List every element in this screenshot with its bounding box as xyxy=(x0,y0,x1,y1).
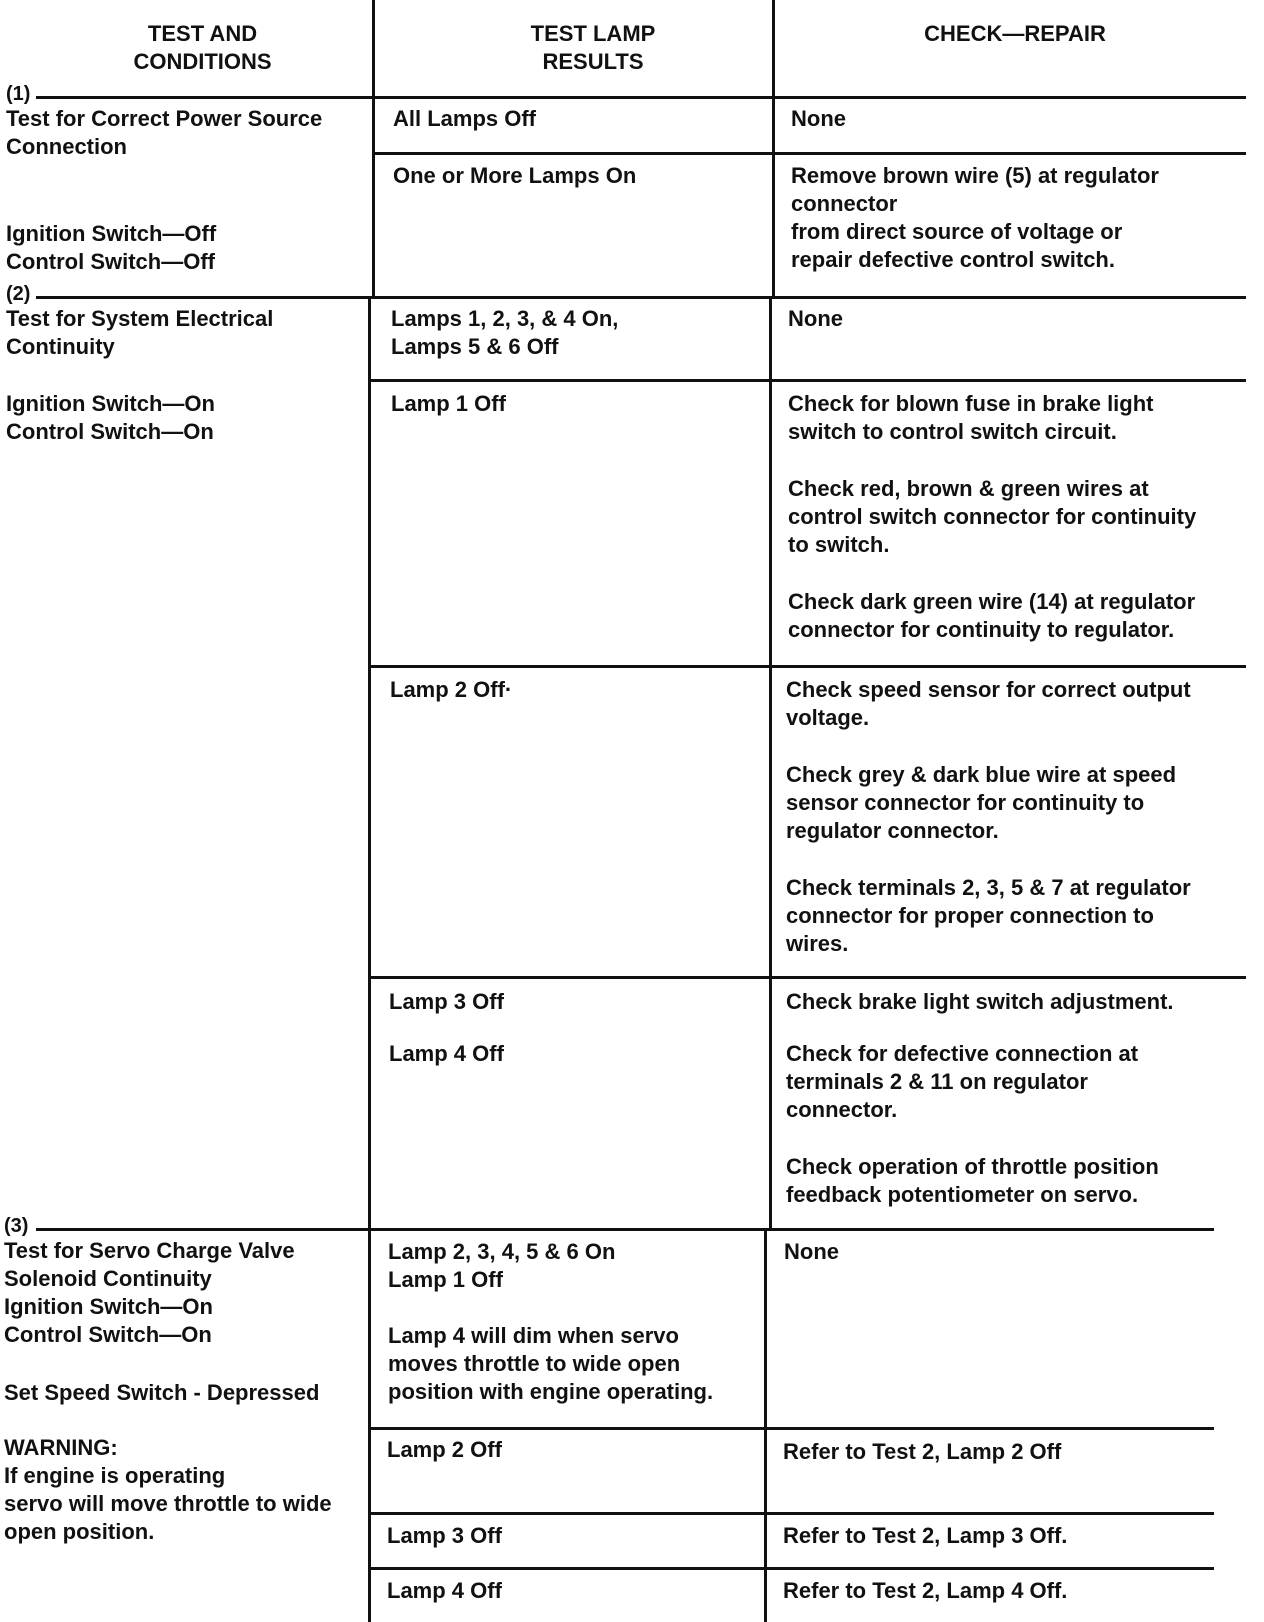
test1-title: Test for Correct Power Source Connection xyxy=(6,106,323,159)
test3-title: Test for Servo Charge Valve Solenoid Continuity xyxy=(4,1238,295,1291)
header-test-and-conditions: TEST AND CONDITIONS xyxy=(133,21,272,74)
test2-check-2a: Check for blown fuse in brake light switch to control switch circuit. xyxy=(788,391,1154,444)
rule-test3-top xyxy=(36,1228,1214,1231)
test3-number: (3) xyxy=(4,1215,29,1237)
test1-number: (1) xyxy=(6,83,31,105)
test2-result-4a: Lamp 3 Off xyxy=(389,989,504,1014)
test3-conditions: Ignition Switch—On Control Switch—On xyxy=(4,1294,213,1347)
test1-result-2: One or More Lamps On xyxy=(393,163,637,188)
test2-check-3a: Check speed sensor for correct output voltage. xyxy=(786,677,1191,730)
test2-check-1: None xyxy=(788,306,843,331)
test2-check-4c: Check operation of throttle position feedback potentiometer on servo. xyxy=(786,1154,1159,1207)
test3-result-1: Lamp 2, 3, 4, 5 & 6 On Lamp 1 Off xyxy=(388,1239,616,1292)
header-check-repair: CHECK—REPAIR xyxy=(924,21,1106,46)
test3-result-3: Lamp 3 Off xyxy=(387,1523,502,1548)
test3-check-3: Refer to Test 2, Lamp 3 Off. xyxy=(783,1523,1068,1548)
test2-result-1: Lamps 1, 2, 3, & 4 On, Lamps 5 & 6 Off xyxy=(391,306,619,359)
test3-warning-text: If engine is operating servo will move throttle to wide open position. xyxy=(4,1463,332,1544)
test1-check-1: None xyxy=(791,106,846,131)
test3-check-1: None xyxy=(784,1239,839,1264)
test2-check-2c: Check dark green wire (14) at regulator connector for continuity to regulator. xyxy=(788,589,1196,642)
test2-number: (2) xyxy=(6,283,31,305)
col-divider-2b xyxy=(769,298,772,1230)
test2-conditions: Ignition Switch—On Control Switch—On xyxy=(6,391,215,444)
test2-check-3c: Check terminals 2, 3, 5 & 7 at regulator connector for proper connection to wires. xyxy=(786,875,1191,956)
rule-test3-row3 xyxy=(368,1567,1214,1570)
test3-result-2: Lamp 2 Off xyxy=(387,1437,502,1462)
rule-test3-row2 xyxy=(368,1512,1214,1515)
rule-test2-row3 xyxy=(370,976,1246,979)
test2-result-4b: Lamp 4 Off xyxy=(389,1041,504,1066)
test1-conditions: Ignition Switch—Off Control Switch—Off xyxy=(6,221,217,274)
test3-check-4: Refer to Test 2, Lamp 4 Off. xyxy=(783,1578,1068,1603)
test3-check-2: Refer to Test 2, Lamp 2 Off xyxy=(783,1439,1062,1464)
test2-check-4a: Check brake light switch adjustment. xyxy=(786,989,1174,1014)
test2-check-2b: Check red, brown & green wires at control switch connector for continuity to switch. xyxy=(788,476,1197,557)
test3-set-speed: Set Speed Switch - Depressed xyxy=(4,1380,320,1405)
test1-result-1: All Lamps Off xyxy=(393,106,537,131)
test2-check-3b: Check grey & dark blue wire at speed sensor connector for continuity to regulator connector. xyxy=(786,762,1177,843)
test1-check-2: Remove brown wire (5) at regulator connector from direct source of voltage or repair defective control switch. xyxy=(791,163,1159,272)
test3-warning-label: WARNING: xyxy=(4,1435,118,1460)
test3-result-1-note: Lamp 4 will dim when servo moves throttle to wide open position with engine operating. xyxy=(388,1323,714,1404)
test2-check-4b: Check for defective connection at terminals 2 & 11 on regulator connector. xyxy=(786,1041,1139,1122)
rule-test1-row1 xyxy=(374,152,1246,155)
col-divider-1b xyxy=(368,298,371,1230)
test2-result-3: Lamp 2 Off· xyxy=(390,677,513,702)
test3-result-4: Lamp 4 Off xyxy=(387,1578,502,1603)
col-divider-2c xyxy=(764,1230,767,1622)
rule-test2-top xyxy=(36,296,1246,299)
rule-test3-row1 xyxy=(368,1427,1214,1430)
header-test-lamp-results: TEST LAMP RESULTS xyxy=(530,21,656,74)
col-divider-2a xyxy=(772,0,775,298)
rule-test2-row1 xyxy=(370,379,1246,382)
col-divider-1a xyxy=(372,0,375,298)
col-divider-1c xyxy=(368,1230,371,1622)
test2-title: Test for System Electrical Continuity xyxy=(6,306,274,359)
rule-test1-top xyxy=(36,96,1246,99)
rule-test2-row2 xyxy=(370,665,1246,668)
test2-result-2: Lamp 1 Off xyxy=(391,391,506,416)
